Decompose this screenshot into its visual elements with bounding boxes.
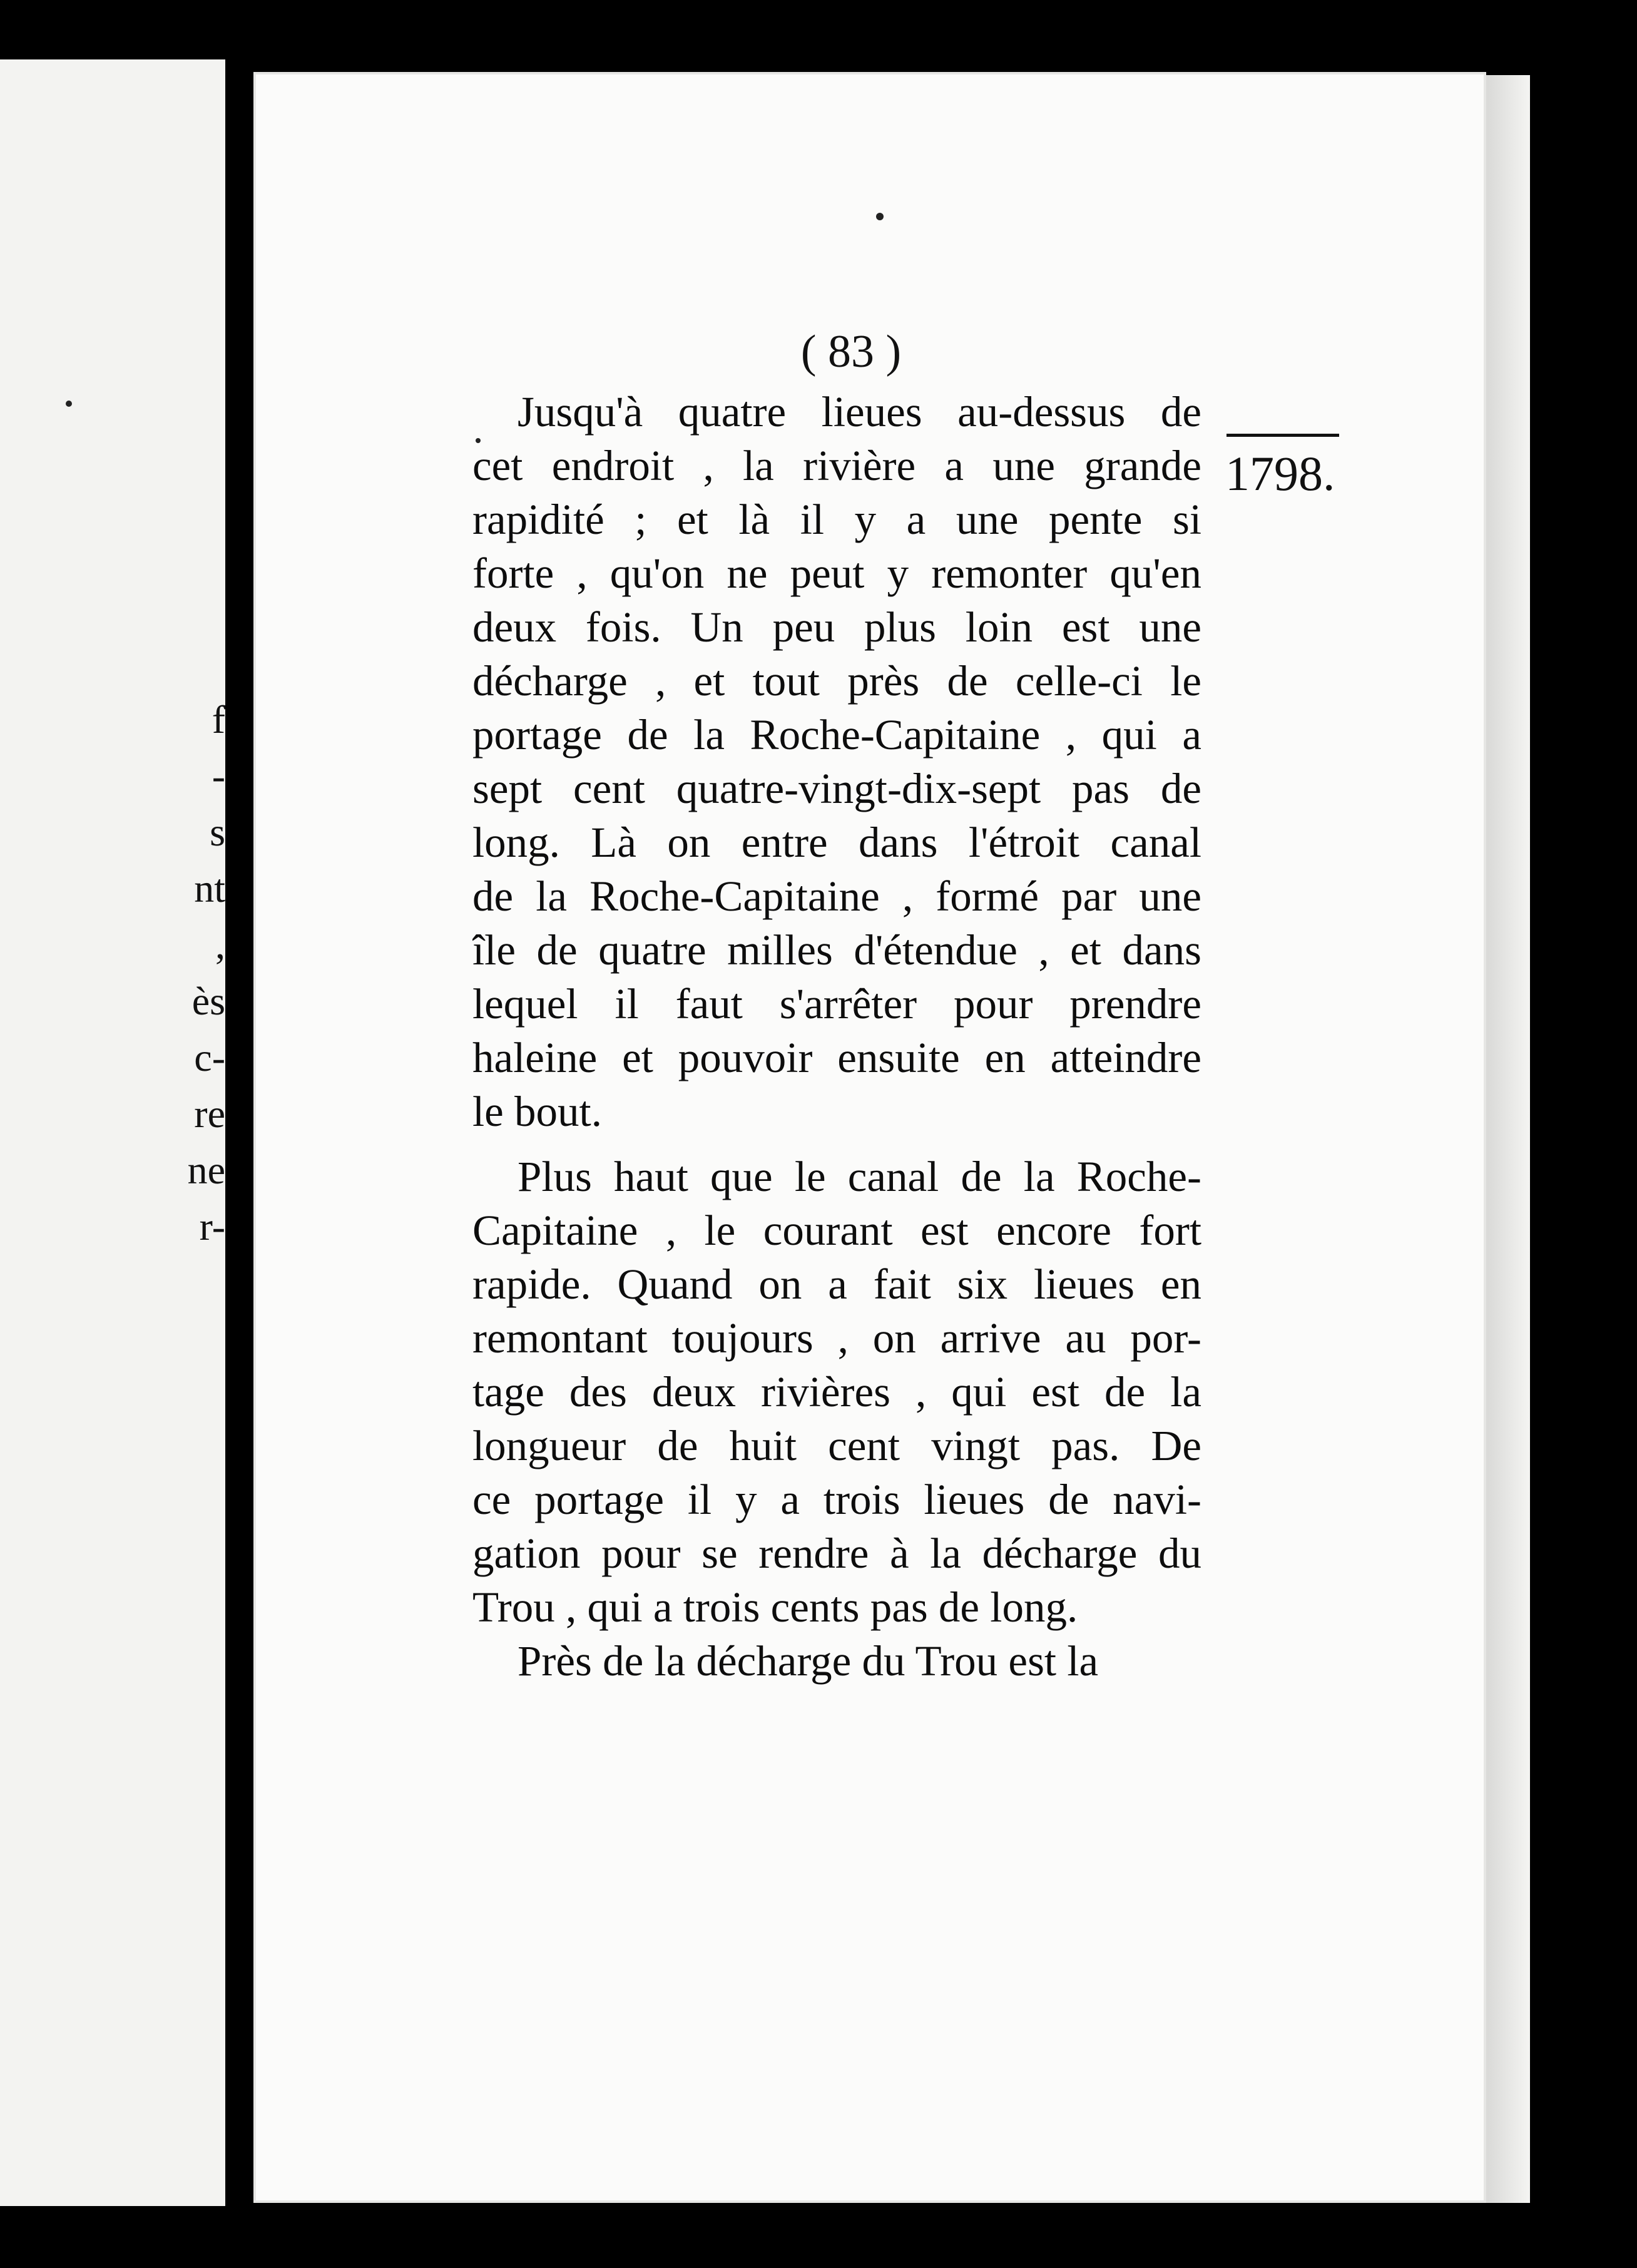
text-line: ce portage il y a trois lieues de navi- (472, 1476, 1201, 1523)
text-line: gation pour se rendre à la décharge du (472, 1530, 1201, 1577)
text-line: tage des deux rivières , qui est de la (472, 1368, 1201, 1416)
text-line: sept cent quatre-vingt-dix-sept pas de (472, 765, 1201, 812)
text-line: haleine et pouvoir ensuite en atteindre (472, 1034, 1201, 1081)
margin-rule (1226, 434, 1339, 437)
text-line: longueur de huit cent vingt pas. De (472, 1422, 1201, 1469)
left-fragment: r- (199, 1204, 225, 1249)
left-fragment: , (215, 922, 225, 967)
text-line: Plus haut que le canal de la Roche- (518, 1153, 1201, 1200)
paragraph (472, 1634, 1201, 1688)
page-edge-right (1486, 75, 1530, 2203)
text-line: de la Roche-Capitaine , formé par une (472, 872, 1201, 920)
text-line: décharge , et tout près de celle-ci le (472, 657, 1201, 705)
left-fragment: ne (187, 1148, 225, 1192)
text-line: le bout. (472, 1088, 602, 1135)
body-text (472, 385, 1201, 1688)
text-line: rapide. Quand on a fait six lieues en (472, 1260, 1201, 1308)
margin-year: 1798. (1225, 446, 1335, 501)
text-line: lequel il faut s'arrêter pour prendre (472, 980, 1201, 1028)
text-line: portage de la Roche-Capitaine , qui a (472, 711, 1201, 759)
page-number: ( 83 ) (800, 326, 902, 377)
text-line: remontant toujours , on arrive au por- (472, 1314, 1201, 1362)
text-line: Près de la décharge du Trou est la (518, 1637, 1099, 1685)
left-fragment: nt (194, 866, 225, 911)
text-line: rapidité ; et là il y a une pente si (472, 496, 1201, 543)
text-line: île de quatre milles d'étendue , et dans (472, 926, 1201, 974)
left-page-text-fragments (175, 692, 225, 1255)
left-fragment: c- (194, 1035, 225, 1080)
speck (876, 213, 884, 220)
speck (66, 401, 72, 407)
paragraph (472, 385, 1201, 1138)
left-fragment: s (210, 810, 225, 854)
text-line: deux fois. Un peu plus loin est une (472, 603, 1201, 651)
text-line: Jusqu'à quatre lieues au-dessus de (518, 388, 1201, 436)
paragraph (472, 1150, 1201, 1634)
left-page-edge (0, 59, 225, 2206)
text-line: Capitaine , le courant est encore fort (472, 1207, 1201, 1254)
left-fragment: - (212, 753, 225, 798)
text-line: cet endroit , la rivière a une grande (472, 442, 1201, 489)
text-line: long. Là on entre dans l'étroit canal (472, 819, 1201, 866)
paragraph-gap (472, 1138, 1201, 1150)
left-fragment: f (212, 697, 225, 742)
left-fragment: ès (191, 979, 225, 1023)
text-line: Trou , qui a trois cents pas de long. (472, 1583, 1078, 1631)
text-line: forte , qu'on ne peut y remonter qu'en (472, 549, 1201, 597)
left-fragment: re (194, 1091, 225, 1136)
